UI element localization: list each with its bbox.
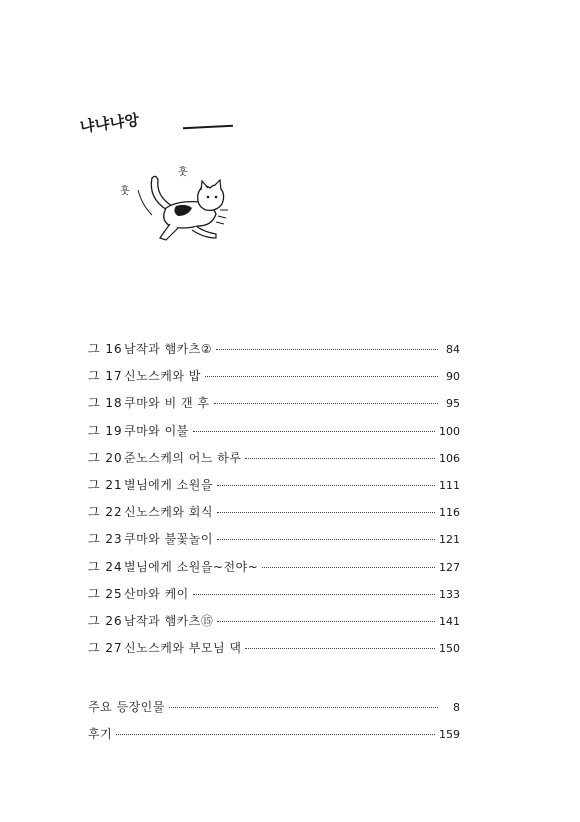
page-number: 150 [439, 642, 460, 656]
section-title: 주요 등장인물 [88, 700, 165, 714]
section-title: 후기 [88, 727, 113, 742]
page-number: 8 [453, 701, 460, 714]
toc-row[interactable] [88, 476, 460, 503]
page-number: 127 [439, 560, 460, 574]
chapter-number: 그 18 [88, 396, 123, 411]
toc-row[interactable] [88, 503, 460, 530]
leader-dots [217, 485, 435, 486]
chapter-title: 별님에게 소원을~전야~ [124, 559, 259, 574]
page-number: 121 [439, 533, 460, 547]
leader-dots [193, 594, 435, 595]
page-number: 111 [439, 478, 460, 492]
toc-row[interactable] [88, 530, 460, 557]
page-number: 133 [439, 587, 460, 601]
leader-dots [217, 512, 435, 513]
table-of-contents [88, 340, 460, 666]
chapter-number: 그 19 [88, 423, 123, 438]
leader-dots [193, 431, 435, 432]
page-number: 106 [439, 451, 460, 465]
page-number: 141 [439, 614, 460, 628]
chapter-title: 남작과 햄카츠② [124, 342, 213, 356]
toc-row[interactable] [88, 558, 460, 585]
toc-row[interactable] [88, 585, 460, 612]
leader-dots [214, 403, 439, 404]
chapter-number: 그 22 [88, 505, 123, 520]
toc-row[interactable] [88, 394, 460, 421]
leader-dots [262, 567, 435, 568]
toc-row[interactable] [88, 612, 460, 639]
chapter-title: 쿠마와 이불 [124, 423, 189, 438]
chapter-title: 쿠마와 불꽃놀이 [124, 532, 213, 547]
toc-row-characters[interactable] [88, 698, 460, 725]
page-number: 100 [439, 424, 460, 438]
chapter-title: 준노스케의 어느 하루 [124, 450, 242, 465]
toc-row[interactable] [88, 422, 460, 449]
chapter-title: 신노스케와 회식 [124, 505, 213, 520]
leader-dots [205, 376, 438, 377]
chapter-number: 그 24 [88, 559, 123, 574]
leader-dots [245, 458, 435, 459]
chapter-title: 남작과 햄카츠⑮ [124, 613, 214, 628]
chapter-number: 그 23 [88, 532, 123, 547]
chapter-number: 그 16 [88, 342, 123, 356]
sfx-right: 훗 [178, 167, 188, 178]
chapter-title: 산마와 케이 [124, 586, 189, 601]
chapter-number: 그 21 [88, 477, 123, 492]
leader-dots [169, 707, 438, 708]
toc-row[interactable] [88, 340, 460, 367]
chapter-number: 그 26 [88, 613, 123, 628]
page-number: 116 [439, 506, 460, 520]
chapter-title: 신노스케와 밥 [124, 369, 201, 384]
running-cat-illustration [112, 160, 242, 250]
heading-underline [183, 125, 233, 130]
leader-dots [116, 734, 435, 735]
leader-dots [217, 539, 435, 540]
page-number: 159 [439, 728, 460, 742]
chapter-number: 그 20 [88, 450, 123, 465]
toc-row-afterword[interactable] [88, 725, 460, 752]
chapter-title: 신노스케와 부모님 댁 [124, 641, 242, 656]
leader-dots [216, 349, 438, 350]
toc-row[interactable] [88, 367, 460, 394]
toc-row[interactable] [88, 449, 460, 476]
page-number: 95 [446, 397, 460, 411]
page-number: 90 [446, 370, 460, 384]
sfx-left: 훗 [120, 186, 130, 197]
leader-dots [217, 621, 435, 622]
chapter-number: 그 27 [88, 641, 123, 656]
toc-heading: 냐냐냐앙 [78, 110, 141, 136]
page-number: 84 [446, 343, 460, 356]
chapter-title: 쿠마와 비 갠 후 [124, 396, 210, 411]
leader-dots [245, 648, 435, 649]
chapter-number: 그 17 [88, 369, 123, 384]
extra-contents [88, 698, 460, 752]
toc-row[interactable] [88, 639, 460, 666]
chapter-title: 별님에게 소원을 [124, 477, 213, 492]
chapter-number: 그 25 [88, 586, 123, 601]
